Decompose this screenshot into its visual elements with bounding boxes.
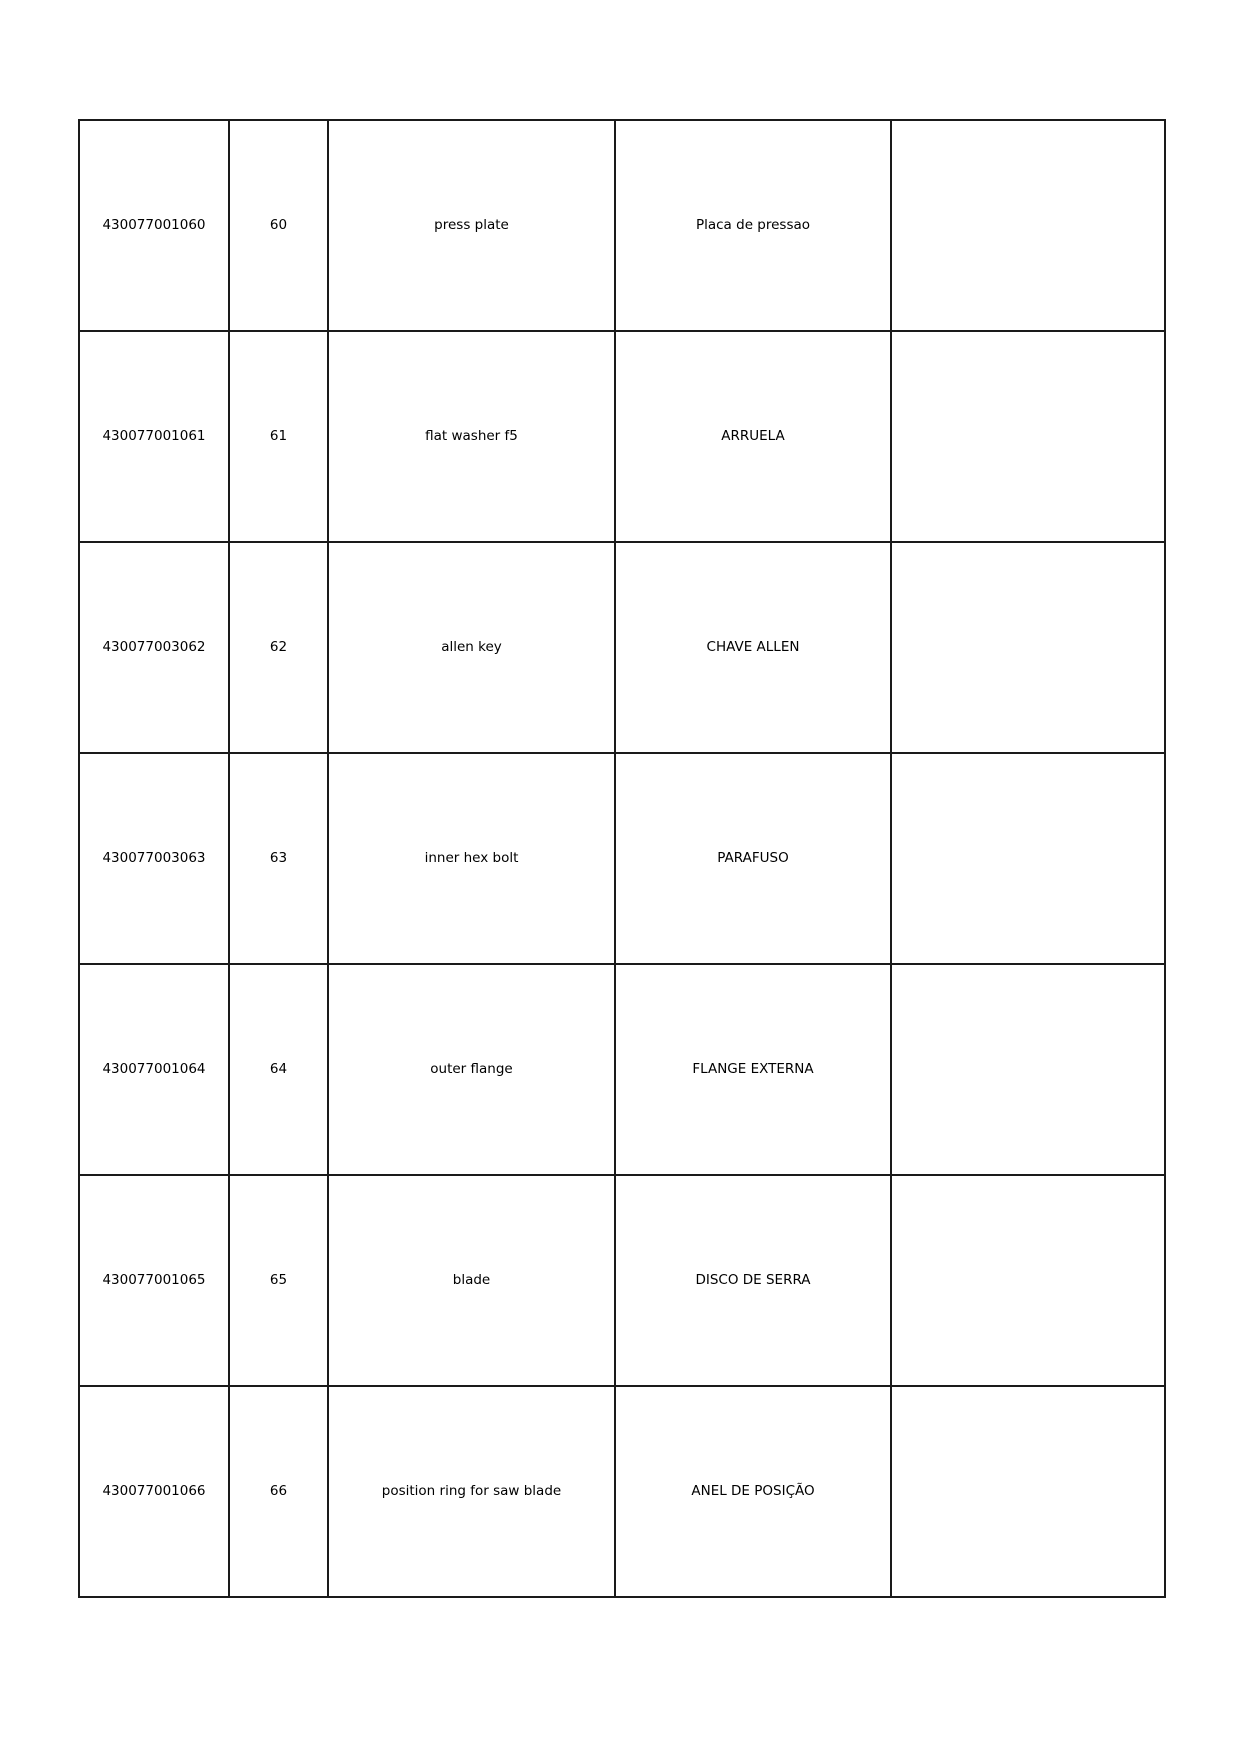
part-code-cell: 430077001061 [79, 331, 229, 542]
portuguese-name-cell: DISCO DE SERRA [615, 1175, 891, 1386]
part-code-cell: 430077001065 [79, 1175, 229, 1386]
empty-notes-cell [891, 542, 1165, 753]
portuguese-name-cell: ANEL DE POSIÇÃO [615, 1386, 891, 1597]
table-row [79, 542, 1165, 753]
english-name-cell: flat washer f5 [328, 331, 615, 542]
part-code-cell: 430077001060 [79, 120, 229, 331]
parts-table [78, 119, 1166, 1598]
empty-notes-cell [891, 753, 1165, 964]
table-row [79, 753, 1165, 964]
position-number-cell: 61 [229, 331, 328, 542]
english-name-cell: inner hex bolt [328, 753, 615, 964]
part-code-cell: 430077001064 [79, 964, 229, 1175]
empty-notes-cell [891, 1386, 1165, 1597]
position-number-cell: 63 [229, 753, 328, 964]
table-row [79, 331, 1165, 542]
english-name-cell: outer flange [328, 964, 615, 1175]
empty-notes-cell [891, 120, 1165, 331]
table-row [79, 120, 1165, 331]
empty-notes-cell [891, 1175, 1165, 1386]
position-number-cell: 64 [229, 964, 328, 1175]
portuguese-name-cell: CHAVE ALLEN [615, 542, 891, 753]
english-name-cell: allen key [328, 542, 615, 753]
position-number-cell: 66 [229, 1386, 328, 1597]
table-row [79, 1386, 1165, 1597]
portuguese-name-cell: FLANGE EXTERNA [615, 964, 891, 1175]
english-name-cell: press plate [328, 120, 615, 331]
position-number-cell: 60 [229, 120, 328, 331]
part-code-cell: 430077003062 [79, 542, 229, 753]
part-code-cell: 430077001066 [79, 1386, 229, 1597]
english-name-cell: position ring for saw blade [328, 1386, 615, 1597]
table-row [79, 1175, 1165, 1386]
position-number-cell: 65 [229, 1175, 328, 1386]
english-name-cell: blade [328, 1175, 615, 1386]
position-number-cell: 62 [229, 542, 328, 753]
table-row [79, 964, 1165, 1175]
part-code-cell: 430077003063 [79, 753, 229, 964]
portuguese-name-cell: Placa de pressao [615, 120, 891, 331]
portuguese-name-cell: PARAFUSO [615, 753, 891, 964]
portuguese-name-cell: ARRUELA [615, 331, 891, 542]
empty-notes-cell [891, 331, 1165, 542]
empty-notes-cell [891, 964, 1165, 1175]
